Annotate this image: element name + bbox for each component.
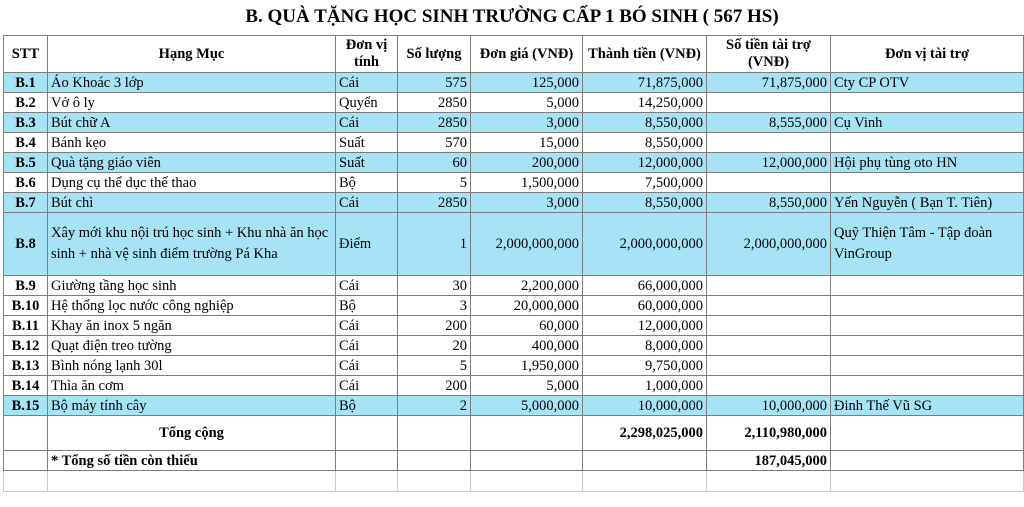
shortfall-unit-cell: [336, 451, 398, 471]
total-sponsored: 2,110,980,000: [707, 416, 831, 451]
row-price: 400,000: [471, 336, 583, 356]
row-qty: 2850: [398, 113, 471, 133]
row-stt: B.3: [4, 113, 48, 133]
row-qty: 20: [398, 336, 471, 356]
row-amount: 12,000,000: [583, 316, 707, 336]
total-label: Tổng cộng: [48, 416, 336, 451]
gift-table: [3, 35, 1024, 492]
row-stt: B.8: [4, 213, 48, 276]
row-unit: Bộ: [336, 396, 398, 416]
row-amount: 9,750,000: [583, 356, 707, 376]
row-unit: Quyển: [336, 93, 398, 113]
row-price: 5,000: [471, 93, 583, 113]
row-item: Áo Khoác 3 lớp: [48, 73, 336, 93]
row-sponsored: 12,000,000: [707, 153, 831, 173]
row-sponsored: [707, 376, 831, 396]
empty-cell: [583, 471, 707, 492]
table-row: [4, 356, 1024, 376]
row-unit: Bộ: [336, 173, 398, 193]
row-item: Vở ô ly: [48, 93, 336, 113]
table-row: [4, 316, 1024, 336]
header-price: Đơn giá (VNĐ): [471, 36, 583, 73]
total-row: [4, 416, 1024, 451]
row-unit: Cái: [336, 316, 398, 336]
row-item: Hệ thống lọc nước công nghiệp: [48, 296, 336, 316]
row-stt: B.1: [4, 73, 48, 93]
shortfall-sponsor-cell: [831, 451, 1024, 471]
row-unit: Cái: [336, 193, 398, 213]
table-row: [4, 153, 1024, 173]
row-price: 2,200,000: [471, 276, 583, 296]
row-qty: 1: [398, 213, 471, 276]
row-stt: B.10: [4, 296, 48, 316]
row-qty: 200: [398, 376, 471, 396]
row-amount: 12,000,000: [583, 153, 707, 173]
shortfall-value: 187,045,000: [707, 451, 831, 471]
row-sponsor: Quỹ Thiện Tâm - Tập đoàn VinGroup: [831, 213, 1024, 276]
table-row: [4, 213, 1024, 276]
row-sponsor: Cụ Vinh: [831, 113, 1024, 133]
table-row: [4, 193, 1024, 213]
header-unit: Đơn vị tính: [336, 36, 398, 73]
row-sponsored: 8,550,000: [707, 193, 831, 213]
row-price: 60,000: [471, 316, 583, 336]
row-sponsored: [707, 93, 831, 113]
row-price: 2,000,000,000: [471, 213, 583, 276]
row-item: Bút chì: [48, 193, 336, 213]
row-amount: 8,000,000: [583, 336, 707, 356]
page-title: B. QUÀ TẶNG HỌC SINH TRƯỜNG CẤP 1 BÓ SINH ( 567 HS): [245, 6, 779, 27]
row-price: 3,000: [471, 193, 583, 213]
header-qty: Số lượng: [398, 36, 471, 73]
row-amount: 10,000,000: [583, 396, 707, 416]
row-sponsor: [831, 316, 1024, 336]
row-sponsored: 8,555,000: [707, 113, 831, 133]
empty-cell: [336, 471, 398, 492]
row-amount: 7,500,000: [583, 173, 707, 193]
row-item: Xây mới khu nội trú học sinh + Khu nhà ăn học sinh + nhà vệ sinh điểm trường Pá Kha: [48, 213, 336, 276]
row-unit: Cái: [336, 356, 398, 376]
row-sponsor: [831, 173, 1024, 193]
row-amount: 8,550,000: [583, 113, 707, 133]
row-sponsored: 2,000,000,000: [707, 213, 831, 276]
row-sponsor: Cty CP OTV: [831, 73, 1024, 93]
row-stt: B.6: [4, 173, 48, 193]
row-stt: B.4: [4, 133, 48, 153]
table-row: [4, 113, 1024, 133]
row-sponsor: [831, 296, 1024, 316]
row-amount: 66,000,000: [583, 276, 707, 296]
total-amount: 2,298,025,000: [583, 416, 707, 451]
row-sponsored: 71,875,000: [707, 73, 831, 93]
shortfall-label: * Tổng số tiền còn thiếu: [48, 451, 336, 471]
shortfall-row: [4, 451, 1024, 471]
row-sponsored: [707, 276, 831, 296]
row-unit: Cái: [336, 376, 398, 396]
total-price-cell: [471, 416, 583, 451]
shortfall-stt-cell: [4, 451, 48, 471]
row-qty: 570: [398, 133, 471, 153]
row-item: Quà tặng giáo viên: [48, 153, 336, 173]
row-qty: 2: [398, 396, 471, 416]
row-unit: Suất: [336, 133, 398, 153]
row-stt: B.14: [4, 376, 48, 396]
row-qty: 2850: [398, 193, 471, 213]
table-row: [4, 376, 1024, 396]
row-stt: B.7: [4, 193, 48, 213]
row-price: 5,000,000: [471, 396, 583, 416]
row-qty: 30: [398, 276, 471, 296]
table-row: [4, 133, 1024, 153]
header-item: Hạng Mục: [48, 36, 336, 73]
table-row: [4, 296, 1024, 316]
row-qty: 3: [398, 296, 471, 316]
row-price: 200,000: [471, 153, 583, 173]
row-item: Bút chữ A: [48, 113, 336, 133]
row-item: Khay ăn inox 5 ngăn: [48, 316, 336, 336]
row-amount: 8,550,000: [583, 133, 707, 153]
header-amount: Thành tiền (VNĐ): [583, 36, 707, 73]
row-qty: 200: [398, 316, 471, 336]
row-item: Bộ máy tính cây: [48, 396, 336, 416]
row-price: 5,000: [471, 376, 583, 396]
row-qty: 60: [398, 153, 471, 173]
row-item: Giường tầng học sinh: [48, 276, 336, 296]
row-sponsor: [831, 356, 1024, 376]
row-price: 15,000: [471, 133, 583, 153]
total-qty-cell: [398, 416, 471, 451]
row-sponsored: [707, 336, 831, 356]
row-stt: B.13: [4, 356, 48, 376]
row-sponsored: [707, 296, 831, 316]
row-sponsored: [707, 316, 831, 336]
row-price: 1,500,000: [471, 173, 583, 193]
row-unit: Cái: [336, 336, 398, 356]
row-amount: 71,875,000: [583, 73, 707, 93]
row-stt: B.11: [4, 316, 48, 336]
empty-row: [4, 471, 1024, 492]
row-sponsor: [831, 276, 1024, 296]
table-row: [4, 73, 1024, 93]
empty-cell: [471, 471, 583, 492]
row-sponsored: [707, 133, 831, 153]
row-amount: 2,000,000,000: [583, 213, 707, 276]
row-stt: B.15: [4, 396, 48, 416]
total-stt-cell: [4, 416, 48, 451]
row-item: Bánh kẹo: [48, 133, 336, 153]
header-row: [4, 36, 1024, 73]
row-amount: 1,000,000: [583, 376, 707, 396]
row-unit: Điểm: [336, 213, 398, 276]
row-price: 1,950,000: [471, 356, 583, 376]
row-qty: 5: [398, 356, 471, 376]
row-unit: Suất: [336, 153, 398, 173]
row-amount: 14,250,000: [583, 93, 707, 113]
row-sponsor: [831, 133, 1024, 153]
row-sponsor: [831, 376, 1024, 396]
empty-cell: [4, 471, 48, 492]
row-stt: B.5: [4, 153, 48, 173]
row-qty: 2850: [398, 93, 471, 113]
row-item: Quạt điện treo tường: [48, 336, 336, 356]
row-item: Bình nóng lạnh 30l: [48, 356, 336, 376]
row-stt: B.9: [4, 276, 48, 296]
row-sponsored: [707, 356, 831, 376]
row-item: Thìa ăn cơm: [48, 376, 336, 396]
row-qty: 5: [398, 173, 471, 193]
table-body: [4, 73, 1024, 416]
row-price: 20,000,000: [471, 296, 583, 316]
row-stt: B.12: [4, 336, 48, 356]
table-row: [4, 396, 1024, 416]
row-unit: Cái: [336, 113, 398, 133]
header-sponsor: Đơn vị tài trợ: [831, 36, 1024, 73]
row-amount: 8,550,000: [583, 193, 707, 213]
row-qty: 575: [398, 73, 471, 93]
row-unit: Cái: [336, 73, 398, 93]
row-sponsored: [707, 173, 831, 193]
shortfall-price-cell: [471, 451, 583, 471]
row-unit: Bộ: [336, 296, 398, 316]
row-sponsor: [831, 336, 1024, 356]
row-price: 125,000: [471, 73, 583, 93]
total-unit-cell: [336, 416, 398, 451]
empty-cell: [48, 471, 336, 492]
empty-cell: [398, 471, 471, 492]
shortfall-qty-cell: [398, 451, 471, 471]
table-row: [4, 173, 1024, 193]
header-stt: STT: [4, 36, 48, 73]
table-row: [4, 93, 1024, 113]
total-sponsor-cell: [831, 416, 1024, 451]
row-sponsor: [831, 93, 1024, 113]
row-amount: 60,000,000: [583, 296, 707, 316]
row-stt: B.2: [4, 93, 48, 113]
table-row: [4, 276, 1024, 296]
row-unit: Cái: [336, 276, 398, 296]
shortfall-amount-cell: [583, 451, 707, 471]
row-sponsor: Hội phụ tùng oto HN: [831, 153, 1024, 173]
row-price: 3,000: [471, 113, 583, 133]
row-item: Dụng cụ thể dục thể thao: [48, 173, 336, 193]
header-sponsored: Số tiền tài trợ (VNĐ): [707, 36, 831, 73]
row-sponsor: Yến Nguyễn ( Bạn T. Tiên): [831, 193, 1024, 213]
table-row: [4, 336, 1024, 356]
empty-cell: [831, 471, 1024, 492]
empty-cell: [707, 471, 831, 492]
row-sponsored: 10,000,000: [707, 396, 831, 416]
row-sponsor: Đinh Thế Vũ SG: [831, 396, 1024, 416]
